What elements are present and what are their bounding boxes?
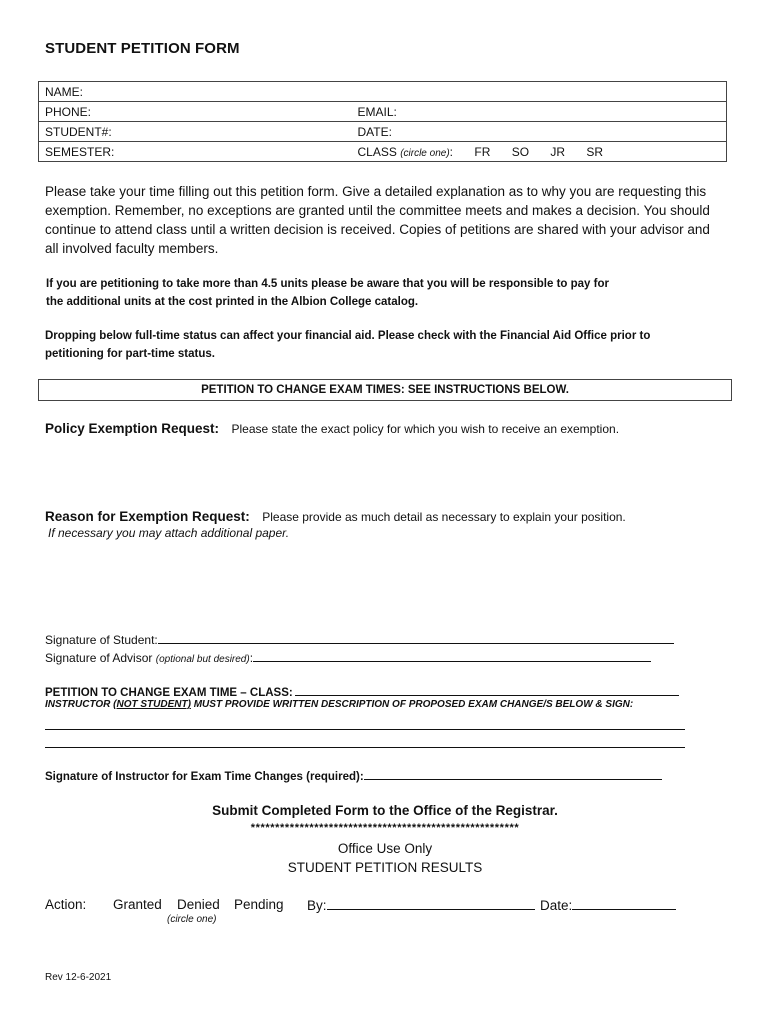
student-signature-line[interactable] [158, 631, 674, 644]
exam-change-class-line[interactable] [295, 683, 679, 696]
class-colon: : [449, 144, 454, 159]
class-option-so[interactable]: SO [511, 144, 530, 159]
class-field [352, 142, 727, 162]
phone-field[interactable] [39, 102, 352, 122]
petition-results-heading: STUDENT PETITION RESULTS [287, 860, 483, 875]
semester-label: SEMESTER: [45, 144, 115, 159]
action-circle-hint: (circle one) [167, 914, 217, 925]
student-info-table [38, 81, 727, 162]
name-label: NAME: [45, 84, 84, 99]
financial-aid-warning: Dropping below full-time status can affect your financial aid. Please check with the Financial Aid Office prior to petitioning for part-time status. [45, 330, 651, 360]
reason-note: If necessary you may attach additional paper. [48, 526, 290, 540]
class-option-fr[interactable]: FR [474, 144, 491, 159]
student-signature-label: Signature of Student: [45, 633, 158, 647]
action-denied[interactable]: Denied [177, 897, 220, 912]
by-row [307, 897, 535, 913]
by-line[interactable] [327, 897, 535, 910]
policy-answer-area[interactable] [45, 440, 725, 500]
class-hint: (circle one) [400, 147, 450, 159]
class-option-sr[interactable]: SR [586, 144, 604, 159]
instructor-signature-row [45, 767, 662, 783]
exam-change-heading: PETITION TO CHANGE EXAM TIME – CLASS: [45, 687, 293, 699]
reason-answer-area[interactable] [45, 545, 725, 625]
instructor-suffix: MUST PROVIDE WRITTEN DESCRIPTION OF PROPOSED EXAM CHANGE/S BELOW & SIGN: [190, 699, 634, 710]
reason-heading: Reason for Exemption Request: [45, 509, 250, 524]
instructor-signature-line[interactable] [364, 767, 662, 780]
date-label: DATE: [357, 124, 392, 139]
semester-field[interactable] [39, 142, 352, 162]
class-option-jr[interactable]: JR [550, 144, 566, 159]
action-granted[interactable]: Granted [113, 897, 162, 912]
date-field[interactable] [352, 122, 727, 142]
reason-text: Please provide as much detail as necessary to explain your position. [262, 510, 626, 524]
by-label: By: [307, 898, 327, 913]
form-title: STUDENT PETITION FORM [45, 40, 240, 57]
policy-text: Please state the exact policy for which you wish to receive an exemption. [231, 422, 620, 436]
reason-exemption-row [45, 508, 626, 526]
advisor-signature-colon: : [249, 651, 254, 665]
units-warning: If you are petitioning to take more than 4.5 units please be aware that you will be responsible to pay for the additional units at the cost printed in the Albion College catalog. [46, 278, 609, 308]
instructor-instructions [45, 699, 633, 710]
exam-description-line-2[interactable] [45, 747, 685, 748]
exam-description-line-1[interactable] [45, 729, 685, 730]
office-use-only: Office Use Only [337, 841, 433, 856]
results-date-line[interactable] [572, 897, 676, 910]
name-field[interactable] [39, 82, 727, 102]
instructor-signature-label: Signature of Instructor for Exam Time Changes (required): [45, 771, 364, 783]
advisor-signature-line[interactable] [253, 649, 651, 662]
submit-instruction: Submit Completed Form to the Office of the Registrar. [212, 803, 558, 818]
email-field[interactable] [352, 102, 727, 122]
revision-label: Rev 12-6-2021 [45, 972, 112, 983]
results-date-label: Date: [540, 898, 573, 913]
student-number-label: STUDENT#: [45, 124, 112, 139]
divider-stars: ******************************************************* [250, 822, 520, 834]
exam-change-class-row [45, 683, 679, 699]
policy-heading: Policy Exemption Request: [45, 421, 220, 436]
email-label: EMAIL: [357, 104, 397, 119]
instructor-prefix: INSTRUCTOR [45, 699, 114, 710]
advisor-signature-hint: (optional but desired) [155, 654, 250, 665]
class-label: CLASS [357, 144, 397, 159]
action-label: Action: [45, 897, 87, 912]
student-number-field[interactable] [39, 122, 352, 142]
advisor-signature-row [45, 649, 651, 665]
action-pending[interactable]: Pending [234, 897, 284, 912]
results-date-row [540, 897, 676, 913]
instructions-paragraph: Please take your time filling out this petition form. Give a detailed explanation as to why you are requesting this exemption. Remember, no exceptions are granted until the committee meets and makes a decision. You should continue to attend class until a written decision is received. Copies of petitions are shared with your advisor and all involved faculty members. [45, 184, 710, 256]
phone-label: PHONE: [45, 104, 92, 119]
instructor-not-student: (NOT STUDENT) [113, 699, 191, 710]
advisor-signature-label: Signature of Advisor [45, 651, 153, 665]
student-signature-row [45, 631, 674, 647]
policy-exemption-row [45, 420, 619, 438]
exam-times-banner: PETITION TO CHANGE EXAM TIMES: SEE INSTRUCTIONS BELOW. [38, 379, 732, 401]
